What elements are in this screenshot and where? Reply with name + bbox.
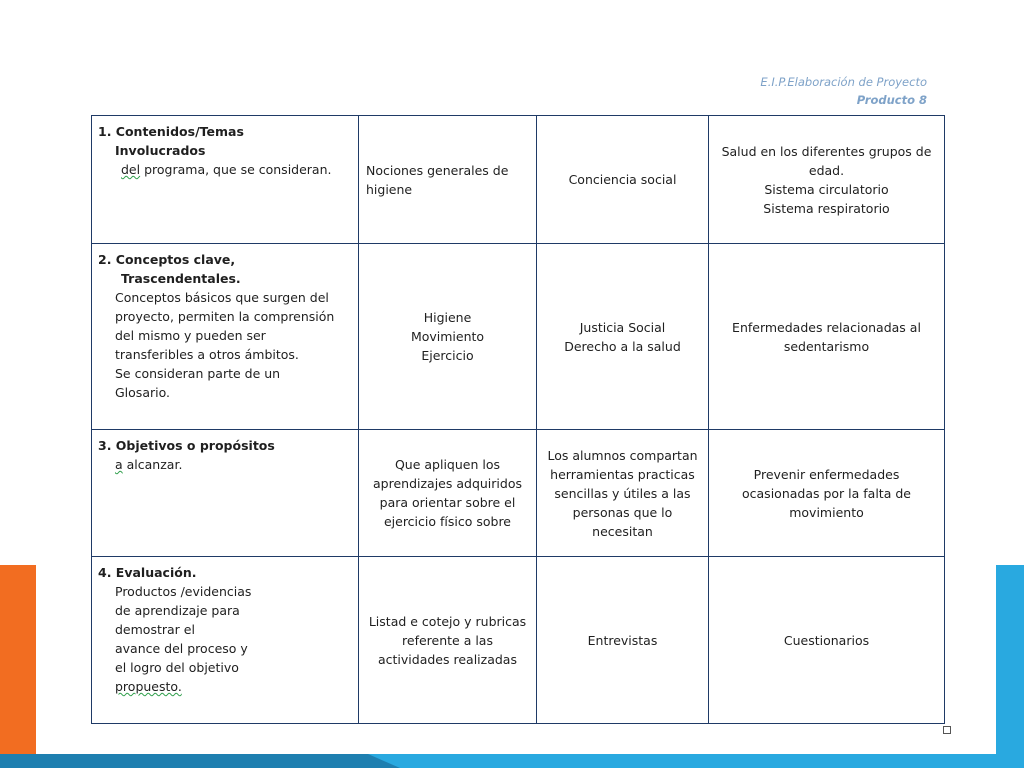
row-description-line: demostrar el (115, 622, 195, 637)
decorative-bar-bottom-dark (0, 754, 400, 768)
project-table (91, 115, 945, 724)
table-row (92, 430, 945, 557)
table-row (92, 244, 945, 430)
row-title: 3. Objetivos o propósitos (98, 438, 275, 453)
table-row (92, 116, 945, 244)
row-description (98, 455, 352, 474)
table-cell: Que apliquen los aprendizajes adquiridos para orientar sobre el ejercicio físico sobre (359, 430, 537, 557)
table-cell: Los alumnos compartan herramientas practicas sencillas y útiles a las personas que lo necesitan (537, 430, 709, 557)
row-label-cell (92, 557, 359, 724)
cell-line: Sistema respiratorio (763, 200, 890, 216)
row-label-cell (92, 430, 359, 557)
table-resize-handle[interactable] (943, 726, 951, 734)
table-cell: Entrevistas (537, 557, 709, 724)
cell-line: Movimiento (410, 329, 485, 344)
table-cell (709, 116, 945, 244)
cell-line: Derecho a la salud (564, 338, 681, 354)
row-title-continued: Trascendentales. (121, 271, 241, 286)
spellcheck-word: a (115, 457, 123, 472)
table-cell: Prevenir enfermedades ocasionadas por la falta de movimiento (709, 430, 945, 557)
document-header (760, 73, 927, 109)
cell-line: Sistema circulatorio (764, 181, 889, 197)
table-cell: Listad e cotejo y rubricas referente a las actividades realizadas (359, 557, 537, 724)
spellcheck-word: del (121, 162, 141, 177)
row-description-line: Conceptos básicos que surgen del (115, 290, 329, 305)
table-cell: Enfermedades relacionadas al sedentarismo (709, 244, 945, 430)
row-description-line: del mismo y pueden ser (115, 328, 266, 343)
row-title: 1. Contenidos/Temas (98, 124, 244, 139)
row-description-line: Productos /evidencias (115, 584, 252, 599)
row-description-line: transferibles a otros ámbitos. (115, 347, 299, 362)
row-description (98, 160, 352, 179)
row-description-text: programa, que se consideran. (140, 162, 332, 177)
row-title: 2. Conceptos clave, (98, 252, 236, 267)
row-title-continued: Involucrados (115, 143, 206, 158)
row-description-text: alcanzar. (122, 457, 183, 472)
row-description-line: Se consideran parte de un (115, 366, 281, 381)
row-label-cell (92, 116, 359, 244)
cell-line: Salud en los diferentes grupos de edad. (721, 143, 932, 178)
cell-line: Justicia Social (579, 319, 666, 335)
row-description-line: proyecto, permiten la comprensión (115, 309, 335, 324)
row-title: 4. Evaluación. (98, 565, 197, 580)
table-cell (537, 244, 709, 430)
table-cell: Cuestionarios (709, 557, 945, 724)
row-label-cell (92, 244, 359, 430)
header-title: E.I.P.Elaboración de Proyecto (760, 75, 927, 89)
row-description-line (98, 677, 352, 696)
row-description-line: Glosario. (115, 385, 170, 400)
table-cell (359, 244, 537, 430)
table-cell: Nociones generales de higiene (359, 116, 537, 244)
decorative-bar-left (0, 565, 36, 768)
decorative-bar-right (996, 565, 1024, 768)
row-description-line: avance del proceso y (115, 641, 248, 656)
cell-line: Ejercicio (421, 348, 474, 363)
table-row (92, 557, 945, 724)
header-product: Producto 8 (856, 93, 927, 107)
row-description-line: de aprendizaje para (115, 603, 240, 618)
cell-line: Higiene (423, 310, 472, 325)
row-description-line: el logro del objetivo (115, 660, 239, 675)
table-cell: Conciencia social (537, 116, 709, 244)
spellcheck-word: propuesto. (115, 679, 182, 694)
